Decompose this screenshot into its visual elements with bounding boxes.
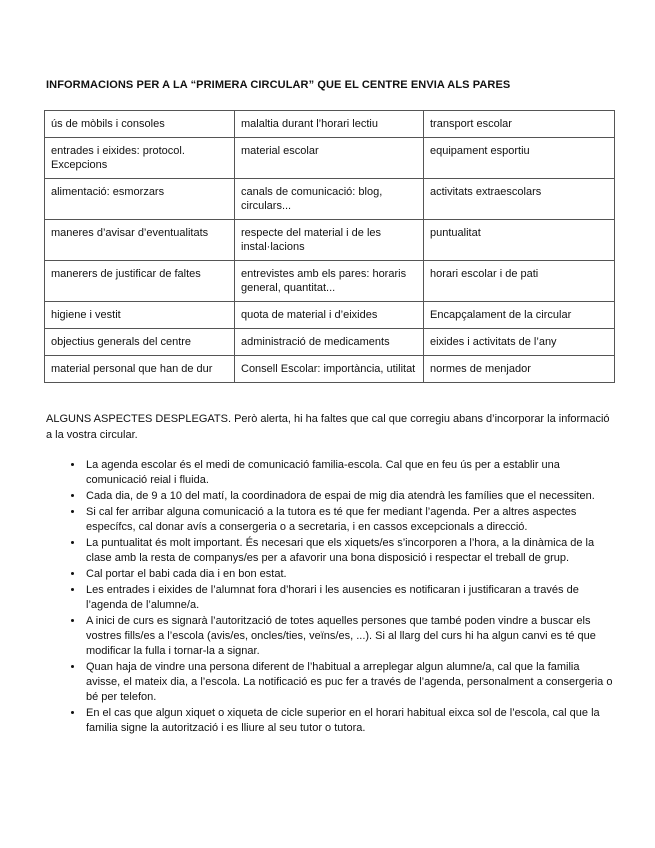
table-cell: quota de material i d’eixides: [235, 302, 424, 329]
table-cell: canals de comunicació: blog, circulars...: [235, 179, 424, 220]
document-title: INFORMACIONS PER A LA “PRIMERA CIRCULAR” QUE EL CENTRE ENVIA ALS PARES: [46, 79, 511, 91]
table-row: [45, 261, 615, 302]
table-cell: Encapçalament de la circular: [424, 302, 615, 329]
table-cell: entrades i eixides: protocol. Excepcions: [45, 138, 235, 179]
table-cell: Consell Escolar: importància, utilitat: [235, 356, 424, 383]
table-cell: material escolar: [235, 138, 424, 179]
table-row: [45, 220, 615, 261]
table-cell: normes de menjador: [424, 356, 615, 383]
intro-paragraph: ALGUNS ASPECTES DESPLEGATS. Però alerta, hi ha faltes que cal que corregiu abans d’incorporar la informació a la vostra circular.: [46, 413, 610, 441]
table-row: [45, 138, 615, 179]
list-item: • Cal portar el babi cada dia i en bon estat.: [84, 567, 616, 582]
table-cell: objectius generals del centre: [45, 329, 235, 356]
list-item: • La puntualitat és molt important. És necesari que els xiquets/es s’incorporen a l’hora, a la dinàmica de la clase amb la resta de companys/es per a afavorir una bona disposició i respectar el treball de grup.: [84, 536, 616, 566]
table-row: [45, 356, 615, 383]
list-item: • A inici de curs es signarà l’autorització de totes aquelles persones que també poden vindre a buscar els vostres fills/es a l’escola (avis/es, oncles/ties, veïns/es, ...). Si al llarg del curs hi ha algun canvi es té que modificar la fulla i tornar-la a signar.: [84, 614, 616, 659]
topics-table-body: [45, 111, 615, 383]
table-cell: higiene i vestit: [45, 302, 235, 329]
list-item: • Les entrades i eixides de l’alumnat fora d’horari i les ausencies es notificaran i justificaran a través de l’agenda de l’alumne/a.: [84, 583, 616, 613]
table-cell: manerers de justificar de faltes: [45, 261, 235, 302]
table-row: [45, 329, 615, 356]
topics-table: [44, 110, 615, 383]
table-cell: respecte del material i de les instal·lacions: [235, 220, 424, 261]
table-cell: puntualitat: [424, 220, 615, 261]
table-cell: eixides i activitats de l’any: [424, 329, 615, 356]
list-item: • Cada dia, de 9 a 10 del matí, la coordinadora de espai de mig dia atendrà les famílies que el necessiten.: [84, 489, 616, 504]
table-cell: activitats extraescolars: [424, 179, 615, 220]
list-item: • En el cas que algun xiquet o xiqueta de cicle superior en el horari habitual eixca sol de l’escola, cal que la familia signe la autorització i es lliure al seu tutor o tutora.: [84, 706, 616, 736]
table-row: [45, 302, 615, 329]
table-cell: entrevistes amb els pares: horaris general, quantitat...: [235, 261, 424, 302]
list-item: • La agenda escolar és el medi de comunicació familia-escola. Cal que en feu ús per a establir una comunicació reial i fluida.: [84, 458, 616, 488]
table-cell: transport escolar: [424, 111, 615, 138]
table-row: [45, 179, 615, 220]
table-cell: administració de medicaments: [235, 329, 424, 356]
bullet-list: [46, 458, 616, 737]
list-item: • Si cal fer arribar alguna comunicació a la tutora es té que fer mediant l’agenda. Per a altres aspectes específcs, cal donar avís a consergeria o a secretaria, i en cassos excepcionals a direcció.: [84, 505, 616, 535]
table-row: [45, 111, 615, 138]
table-cell: equipament esportiu: [424, 138, 615, 179]
table-cell: ús de mòbils i consoles: [45, 111, 235, 138]
table-cell: material personal que han de dur: [45, 356, 235, 383]
table-cell: malaltia durant l’horari lectiu: [235, 111, 424, 138]
table-cell: maneres d’avisar d’eventualitats: [45, 220, 235, 261]
list-item: • Quan haja de vindre una persona diferent de l’habitual a arreplegar algun alumne/a, cal que la familia avisse, el mateix dia, a l’escola. La notificació es puc fer a través de l’agenda, personalment a consergeria o bé per telefon.: [84, 660, 616, 705]
table-cell: alimentació: esmorzars: [45, 179, 235, 220]
table-cell: horari escolar i de pati: [424, 261, 615, 302]
